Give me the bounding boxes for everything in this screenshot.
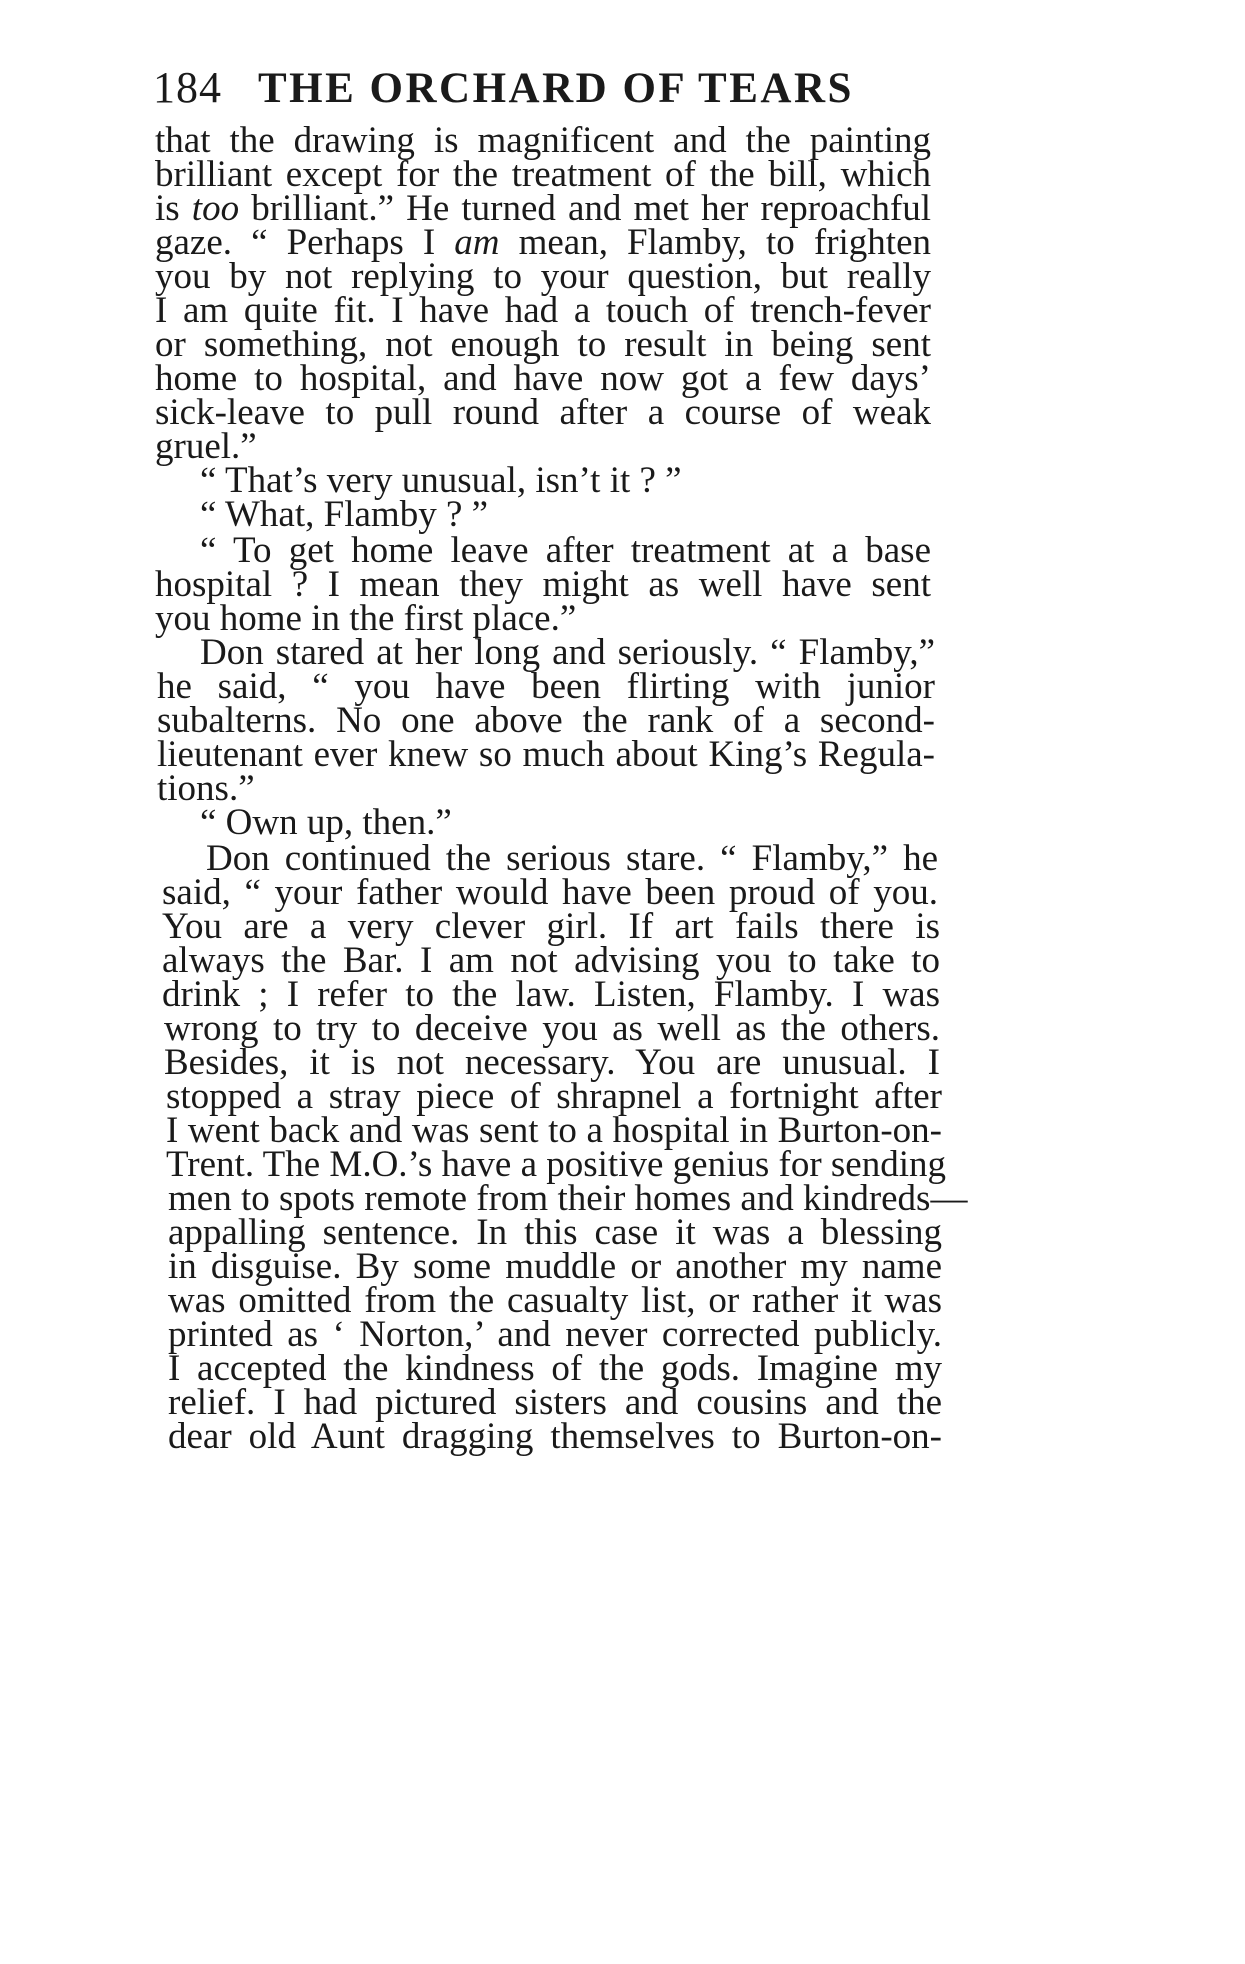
text-line: wrong to try to deceive you as well as the others. bbox=[164, 1008, 940, 1049]
text-line: men to spots remote from their homes and kindreds— bbox=[168, 1178, 968, 1219]
text-run: brilliant.” He turned and met her reproachful bbox=[239, 188, 931, 229]
text-line: lieutenant ever knew so much about King’s Regula- bbox=[157, 734, 935, 775]
italic-word: am bbox=[454, 222, 500, 263]
text-line: I accepted the kindness of the gods. Imagine my bbox=[168, 1348, 942, 1389]
text-line: I am quite fit. I have had a touch of trench-fever bbox=[155, 290, 931, 331]
text-line: you home in the first place.” bbox=[155, 598, 577, 639]
text-line: “ That’s very unusual, isn’t it ? ” bbox=[200, 460, 682, 501]
text-line: said, “ your father would have been proud of you. bbox=[162, 872, 938, 913]
text-line: Don stared at her long and seriously. “ Flamby,” bbox=[200, 632, 935, 673]
text-line: printed as ‘ Norton,’ and never corrected publicly. bbox=[168, 1314, 942, 1355]
text-line: that the drawing is magnificent and the painting bbox=[155, 120, 931, 161]
text-line: relief. I had pictured sisters and cousins and the bbox=[168, 1382, 942, 1423]
text-run: is bbox=[155, 188, 192, 229]
text-run: gaze. “ Perhaps I bbox=[155, 222, 455, 263]
text-line: “ What, Flamby ? ” bbox=[200, 494, 489, 535]
text-line: brilliant except for the treatment of the bill, which bbox=[155, 154, 931, 195]
text-line: drink ; I refer to the law. Listen, Flamby. I was bbox=[162, 974, 940, 1015]
text-line: dear old Aunt dragging themselves to Burton-on- bbox=[168, 1416, 942, 1457]
text-line: stopped a stray piece of shrapnel a fortnight after bbox=[166, 1076, 942, 1117]
text-line: always the Bar. I am not advising you to take to bbox=[162, 940, 940, 981]
text-run: mean, Flamby, to frighten bbox=[499, 222, 932, 263]
text-line: Besides, it is not necessary. You are unusual. I bbox=[164, 1042, 940, 1083]
text-line: in disguise. By some muddle or another my name bbox=[168, 1246, 942, 1287]
text-line: you by not replying to your question, but really bbox=[155, 256, 931, 297]
text-line: sick-leave to pull round after a course of weak bbox=[155, 392, 931, 433]
text-line: he said, “ you have been flirting with junior bbox=[157, 666, 935, 707]
text-line: gruel.” bbox=[155, 426, 257, 467]
text-line: I went back and was sent to a hospital in Burton-on- bbox=[166, 1110, 942, 1151]
text-line: subalterns. No one above the rank of a second- bbox=[157, 700, 935, 741]
text-line: home to hospital, and have now got a few days’ bbox=[155, 358, 931, 399]
text-line: “ To get home leave after treatment at a base bbox=[200, 530, 931, 571]
page-number: 184 bbox=[153, 63, 222, 112]
italic-word: too bbox=[191, 188, 240, 229]
text-line: or something, not enough to result in being sent bbox=[155, 324, 931, 365]
text-line: appalling sentence. In this case it was a blessing bbox=[168, 1212, 942, 1253]
running-title: THE ORCHARD OF TEARS bbox=[258, 65, 854, 112]
text-line: was omitted from the casualty list, or rather it was bbox=[168, 1280, 942, 1321]
text-line: tions.” bbox=[157, 768, 255, 809]
page-header bbox=[153, 62, 1033, 122]
text-line: hospital ? I mean they might as well have sent bbox=[155, 564, 931, 605]
text-line: You are a very clever girl. If art fails there is bbox=[162, 906, 940, 947]
text-line: Trent. The M.O.’s have a positive genius for sending bbox=[166, 1144, 946, 1185]
text-line: Don continued the serious stare. “ Flamby,” he bbox=[206, 838, 938, 879]
text-line: “ Own up, then.” bbox=[200, 802, 452, 843]
